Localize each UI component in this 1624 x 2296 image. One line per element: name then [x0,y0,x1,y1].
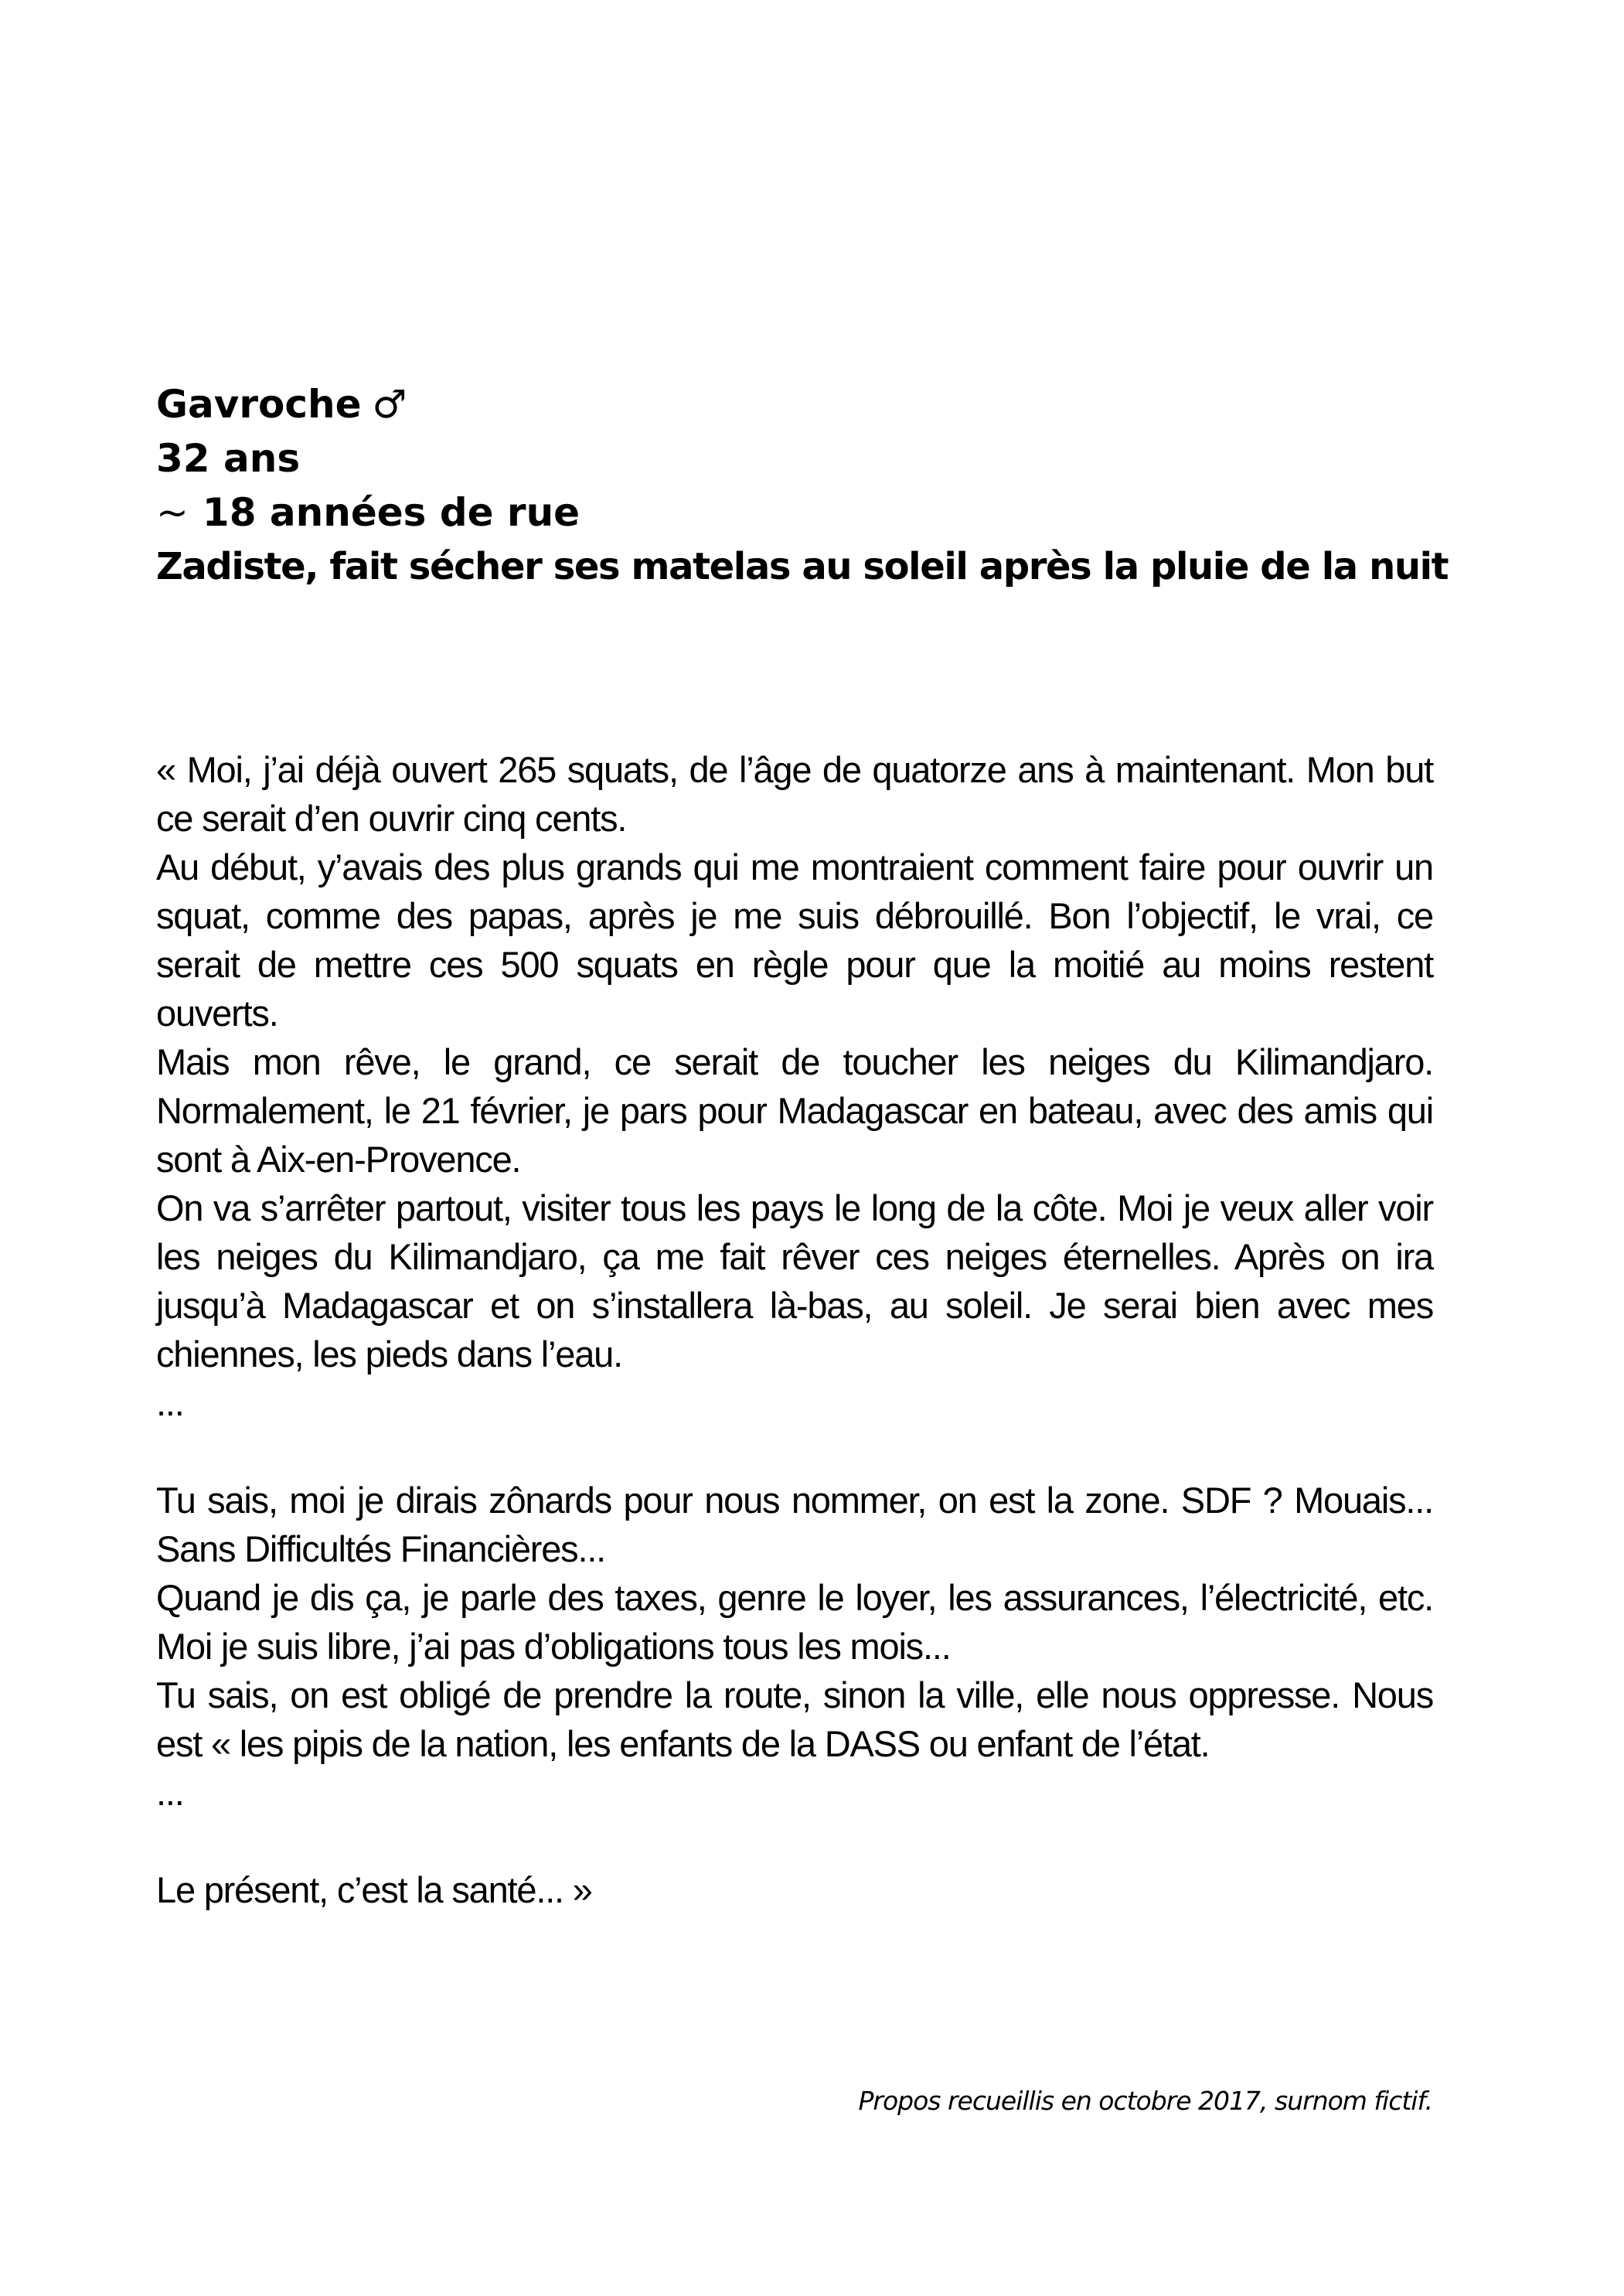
ellipsis-2: ... [156,1772,184,1813]
street-years: 18 années de rue [202,490,580,535]
person-description: Zadiste, fait sécher ses matelas au soleil après la pluie de la nuit [156,545,1449,588]
paragraph-1: « Moi, j’ai déjà ouvert 265 squats, de l’âge de quatorze ans à maintenant. Mon but ce serait d’en ouvrir cinq cents. [156,749,1433,839]
paragraph-7: Tu sais, on est obligé de prendre la route, sinon la ville, elle nous oppresse. Nous est « les pipis de la nation, les enfants de la DASS ou enfant de l’état. [156,1674,1433,1764]
person-name: Gavroche [156,382,362,427]
blank-line [156,1817,1433,1865]
paragraph-3: Mais mon rêve, le grand, ce serait de toucher les neiges du Kilimandjaro. Normalement, le 21 février, je pars pour Madagascar en bateau, avec des amis qui sont à Aix-en-Provence. [156,1041,1433,1180]
paragraph-4: On va s’arrêter partout, visiter tous les pays le long de la côte. Moi je veux aller voir les neiges du Kilimandjaro, ça me fait rêver ces neiges éternelles. Après on ira jusqu’à Madagascar et on s’installera là-bas, au soleil. Je serai bien avec mes chiennes, les pieds dans l’eau. [156,1187,1433,1375]
name-line [156,377,1517,431]
blank-line [156,1427,1433,1476]
footer-credit: Propos recueillis en octobre 2017, surnom fictif. [858,2086,1432,2116]
testimony-text [156,745,1433,1914]
ellipsis-1: ... [156,1382,184,1423]
age-line: 32 ans [156,436,301,481]
paragraph-8: Le présent, c’est la santé... » [156,1869,592,1910]
paragraph-2: Au début, y’avais des plus grands qui me montraient comment faire pour ouvrir un squat, comme des papas, après je me suis débrouillé. Bon l’objectif, le vrai, ce serait de mettre ces 500 squats en règle pour que la moitié au moins restent ouverts. [156,847,1433,1034]
portrait-header [156,377,1517,594]
male-gender-icon: ♂ [372,382,407,427]
approx-tilde: ~ [156,490,189,535]
paragraph-5: Tu sais, moi je dirais zônards pour nous nommer, on est la zone. SDF ? Mouais... Sans Difficultés Financières... [156,1480,1433,1569]
street-years-line [156,485,1517,540]
paragraph-6: Quand je dis ça, je parle des taxes, genre le loyer, les assurances, l’électricité, etc. Moi je suis libre, j’ai pas d’obligations tous les mois... [156,1577,1433,1667]
